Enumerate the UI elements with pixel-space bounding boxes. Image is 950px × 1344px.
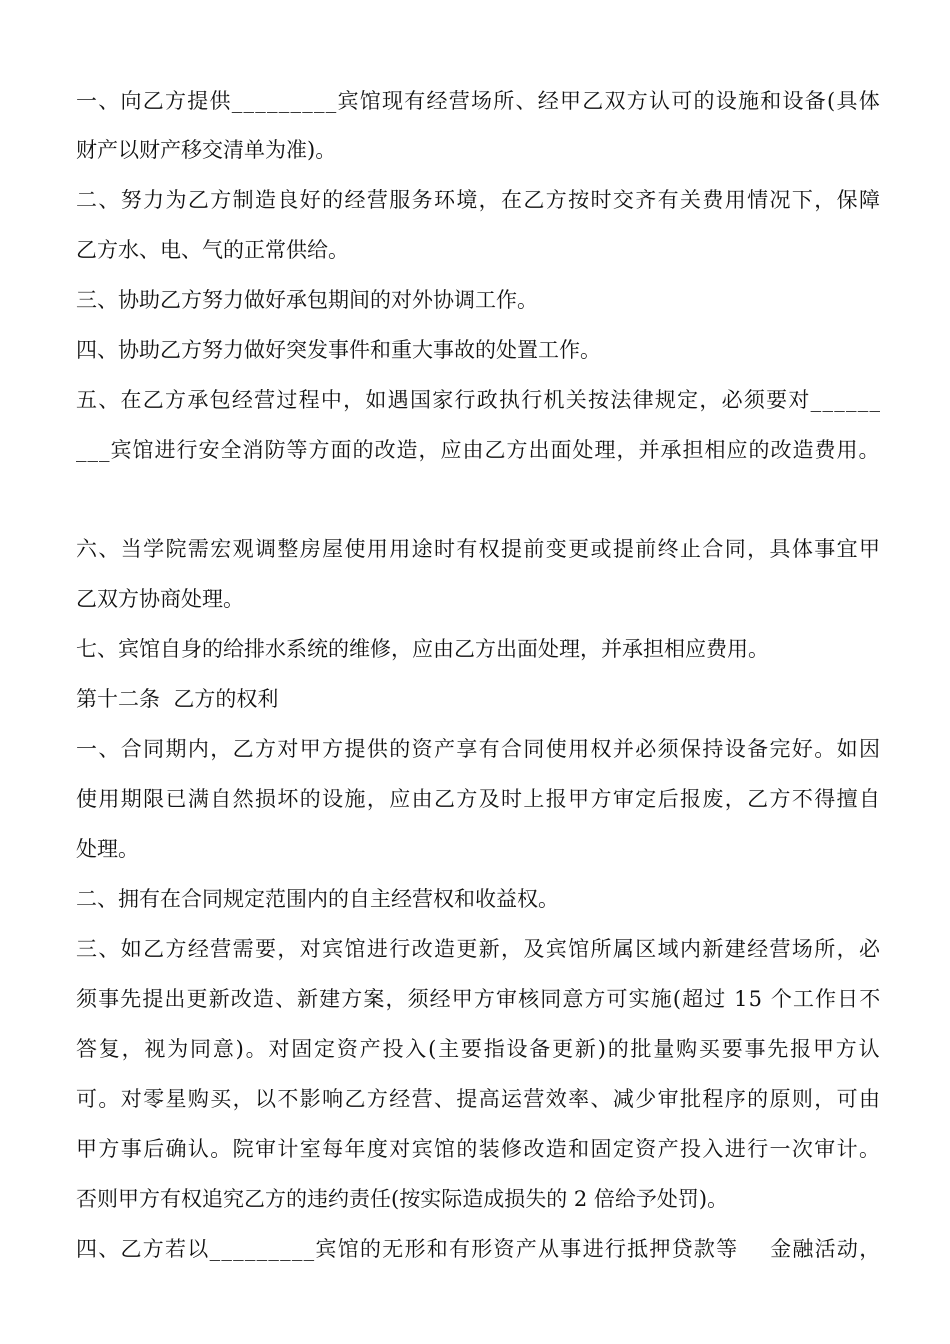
section-heading: 第十二条 乙方的权利 bbox=[76, 687, 279, 711]
text-line: 财产以财产移交清单为准)。 bbox=[76, 138, 337, 162]
text-line: 乙双方协商处理。 bbox=[76, 587, 244, 611]
text-line: 可。对零星购买，以不影响乙方经营、提高运营效率、减少审批程序的原则，可由 bbox=[76, 1087, 882, 1111]
text-line: 二、努力为乙方制造良好的经营服务环境，在乙方按时交齐有关费用情况下，保障 bbox=[76, 188, 882, 212]
text-line: 答复，视为同意)。对固定资产投入(主要指设备更新)的批量购买要事先报甲方认 bbox=[76, 1037, 882, 1061]
text-line: 六、当学院需宏观调整房屋使用用途时有权提前变更或提前终止合同，具体事宜甲 bbox=[76, 537, 882, 561]
text-line: 三、如乙方经营需要，对宾馆进行改造更新，及宾馆所属区域内新建经营场所，必 bbox=[76, 937, 882, 961]
text-line: 四、协助乙方努力做好突发事件和重大事故的处置工作。 bbox=[76, 338, 601, 362]
text-line: 四、乙方若以_________宾馆的无形和有形资产从事进行抵押贷款等 金融活动， bbox=[76, 1237, 882, 1261]
text-line: 处理。 bbox=[76, 837, 139, 861]
text-line: 二、拥有在合同规定范围内的自主经营权和收益权。 bbox=[76, 887, 559, 911]
text-line: 一、向乙方提供_________宾馆现有经营场所、经甲乙双方认可的设施和设备(具体 bbox=[76, 89, 881, 113]
text-line: 须事先提出更新改造、新建方案，须经甲方审核同意方可实施(超过 15 个工作日不 bbox=[76, 987, 882, 1011]
text-line: 三、协助乙方努力做好承包期间的对外协调工作。 bbox=[76, 288, 538, 312]
text-line: ___宾馆进行安全消防等方面的改造，应由乙方出面处理，并承担相应的改造费用。 bbox=[76, 438, 881, 462]
text-line: 甲方事后确认。院审计室每年度对宾馆的装修改造和固定资产投入进行一次审计。 bbox=[76, 1137, 882, 1161]
text-line: 一、合同期内，乙方对甲方提供的资产享有合同使用权并必须保持设备完好。如因 bbox=[76, 737, 882, 761]
text-line: 否则甲方有权追究乙方的违约责任(按实际造成损失的 2 倍给予处罚)。 bbox=[76, 1187, 729, 1211]
text-line: 乙方水、电、气的正常供给。 bbox=[76, 238, 349, 262]
text-line: 使用期限已满自然损坏的设施，应由乙方及时上报甲方审定后报废，乙方不得擅自 bbox=[76, 787, 882, 811]
text-line: 七、宾馆自身的给排水系统的维修，应由乙方出面处理，并承担相应费用。 bbox=[76, 637, 769, 661]
text-line: 五、在乙方承包经营过程中，如遇国家行政执行机关按法律规定，必须要对______ bbox=[76, 388, 882, 412]
